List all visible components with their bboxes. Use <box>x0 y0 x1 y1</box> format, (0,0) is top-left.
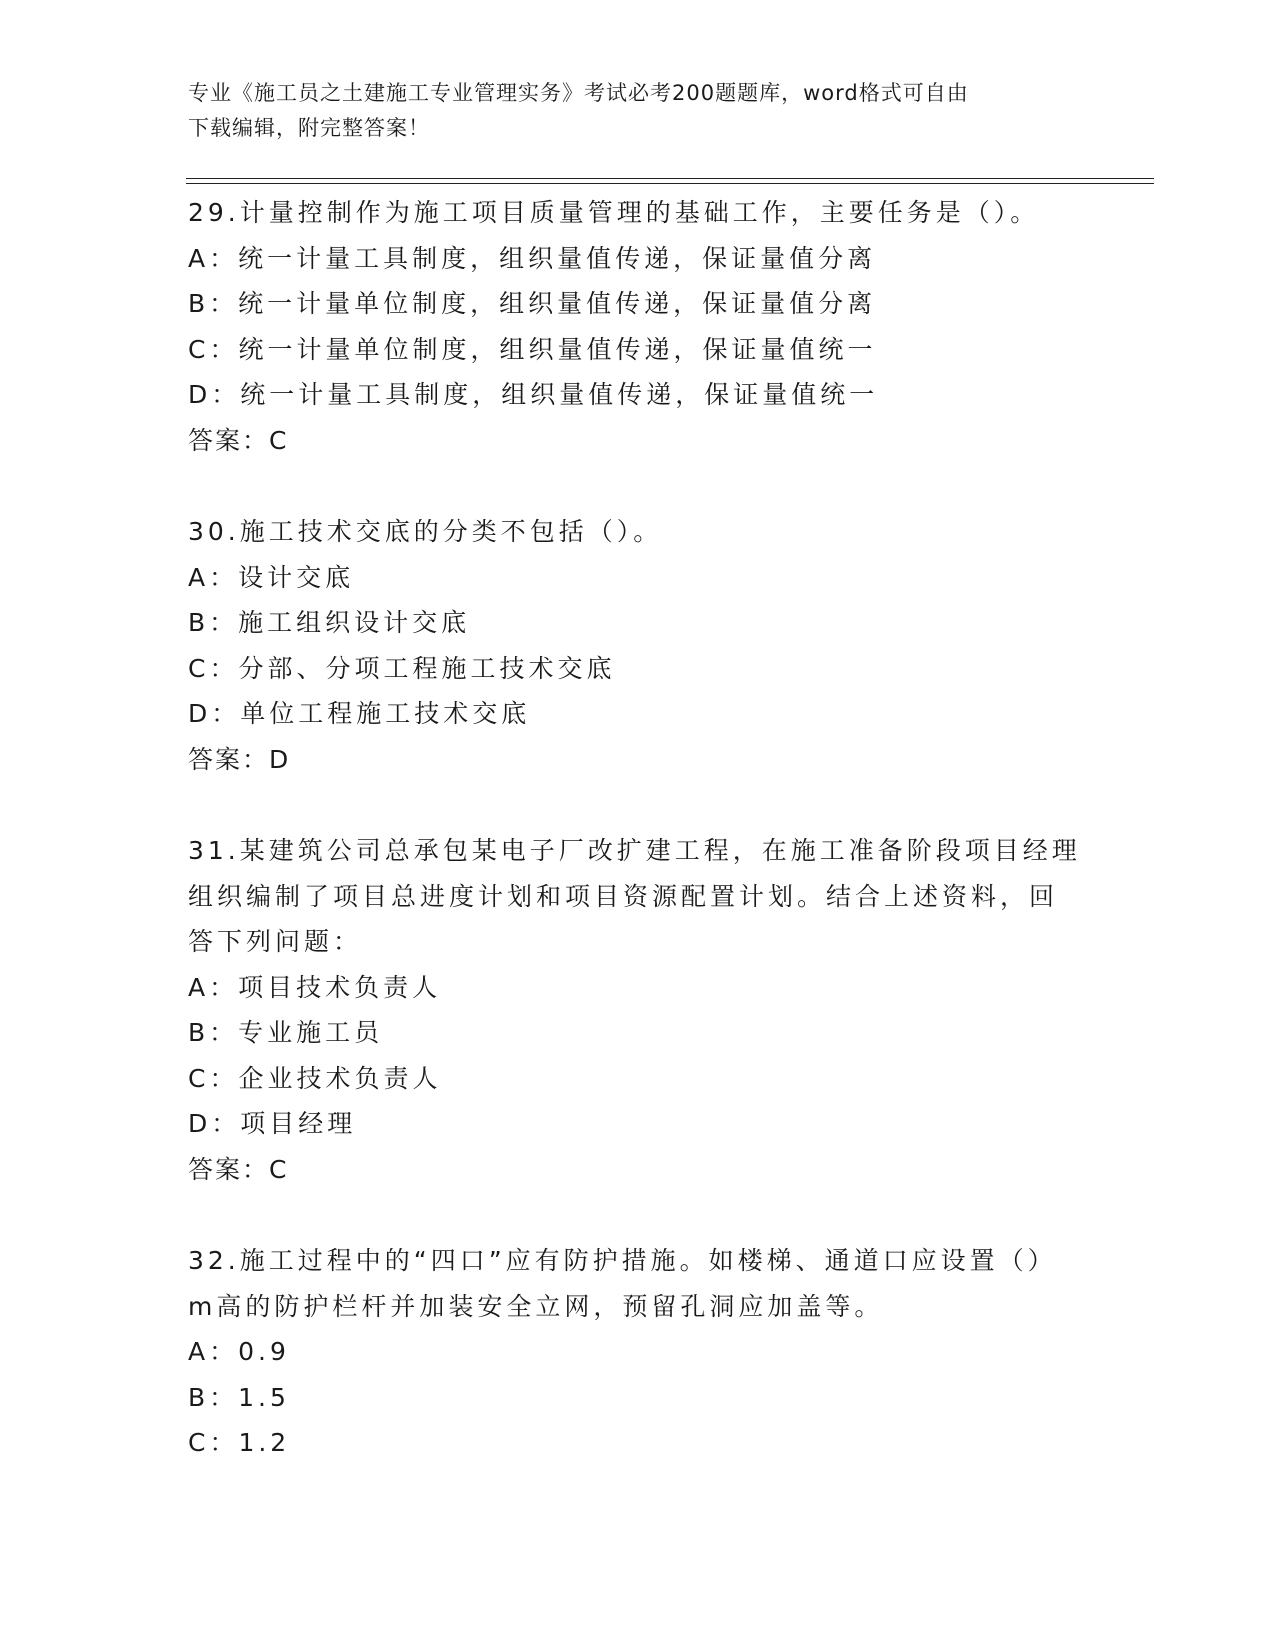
option-b: B：1.5 <box>188 1382 290 1412</box>
question-31 <box>188 828 1088 1192</box>
option-b: B：专业施工员 <box>188 1018 384 1047</box>
option-a: A：0.9 <box>188 1337 290 1366</box>
question-stem-line-3: 答下列问题： <box>188 927 363 956</box>
question-29 <box>188 190 1088 463</box>
option-c: C：企业技术负责人 <box>188 1063 442 1093</box>
option-d: D：统一计量工具制度，组织量值传递，保证量值统一 <box>188 380 879 409</box>
question-stem: 30.施工技术交底的分类不包括（）。 <box>188 517 663 546</box>
option-c: C：统一计量单位制度，组织量值传递，保证量值统一 <box>188 334 877 364</box>
question-stem-line-2: 组织编制了项目总进度计划和项目资源配置计划。结合上述资料，回 <box>188 881 1059 911</box>
document-header <box>188 76 1068 146</box>
header-line-2: 下载编辑，附完整答案！ <box>188 116 430 140</box>
question-stem-line-1: 32.施工过程中的“四口”应有防护措施。如楼梯、通道口应设置（） <box>188 1246 1057 1275</box>
question-32 <box>188 1238 1088 1466</box>
question-30 <box>188 509 1088 782</box>
question-stem: 29.计量控制作为施工项目质量管理的基础工作，主要任务是（）。 <box>188 198 1040 227</box>
answer: 答案：C <box>188 1154 289 1184</box>
option-c: C：分部、分项工程施工技术交底 <box>188 653 616 683</box>
option-d: D：项目经理 <box>188 1109 357 1138</box>
question-list <box>188 190 1088 1466</box>
header-divider-bottom <box>186 183 1154 184</box>
answer: 答案：C <box>188 425 289 455</box>
option-b: B：施工组织设计交底 <box>188 608 471 637</box>
option-a: A：统一计量工具制度，组织量值传递，保证量值分离 <box>188 243 877 273</box>
answer: 答案：D <box>188 744 291 774</box>
header-line-1: 专业《施工员之土建施工专业管理实务》考试必考200题题库，word格式可自由 <box>188 81 969 105</box>
question-stem-line-1: 31.某建筑公司总承包某电子厂改扩建工程，在施工准备阶段项目经理 <box>188 836 1081 865</box>
option-a: A：项目技术负责人 <box>188 972 442 1002</box>
question-stem-line-2: m高的防护栏杆并加装安全立网，预留孔洞应加盖等。 <box>188 1291 884 1321</box>
option-a: A：设计交底 <box>188 562 355 592</box>
option-c: C：1.2 <box>188 1428 291 1457</box>
header-divider-top <box>186 178 1154 179</box>
option-d: D：单位工程施工技术交底 <box>188 699 531 728</box>
option-b: B：统一计量单位制度，组织量值传递，保证量值分离 <box>188 289 877 318</box>
